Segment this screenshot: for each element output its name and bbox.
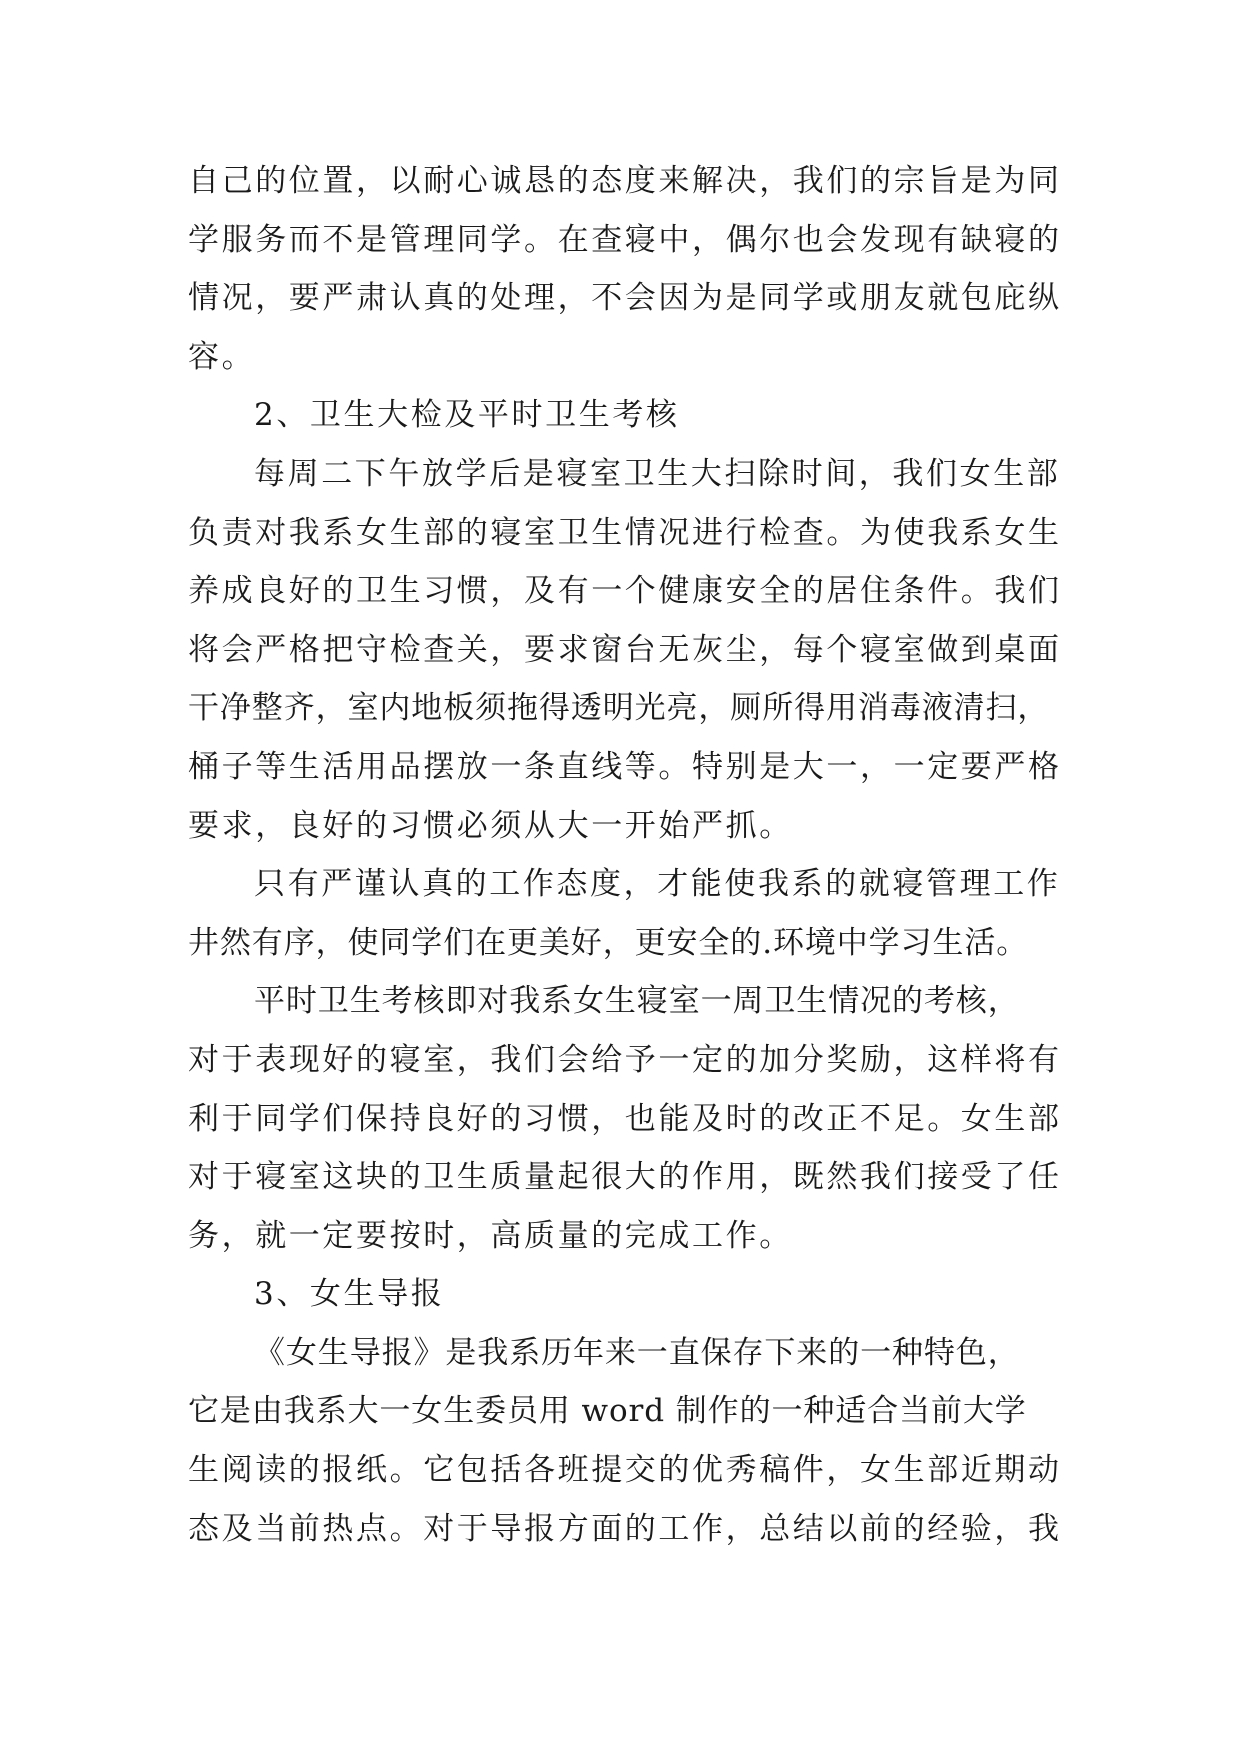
text-line: 养成良好的卫生习惯，及有一个健康安全的居住条件。我们	[188, 573, 1062, 610]
text-line: 只有严谨认真的工作态度，才能使我系的就寝管理工作	[254, 866, 1061, 903]
text-line: 生阅读的报纸。它包括各班提交的优秀稿件，女生部近期动	[188, 1452, 1062, 1489]
text-line: 自己的位置，以耐心诚恳的态度来解决，我们的宗旨是为同	[188, 163, 1062, 199]
text-line: 利于同学们保持良好的习惯，也能及时的改正不足。女生部	[188, 1100, 1062, 1137]
text-line: 干净整齐，室内地板须拖得透明光亮，厕所得用消毒液清扫，	[188, 690, 1050, 727]
text-line: 将会严格把守检查关，要求窗台无灰尘，每个寝室做到桌面	[188, 631, 1062, 668]
text-line: 务，就一定要按时，高质量的完成工作。	[188, 1217, 793, 1254]
text-line: 它是由我系大一女生委员用 word 制作的一种适合当前大学	[188, 1393, 1027, 1430]
text-line: 态及当前热点。对于导报方面的工作，总结以前的经验，我	[188, 1510, 1062, 1547]
text-line: 要求，良好的习惯必须从大一开始严抓。	[188, 807, 793, 844]
text-line: 桶子等生活用品摆放一条直线等。特别是大一，一定要严格	[188, 748, 1062, 785]
text-line: 《女生导报》是我系历年来一直保存下来的一种特色，	[254, 1334, 1020, 1371]
text-line: 情况，要严肃认真的处理，不会因为是同学或朋友就包庇纵	[188, 280, 1062, 317]
body-text	[188, 152, 1062, 1558]
text-line: 井然有序，使同学们在更美好，更安全的.环境中学习生活。	[188, 924, 1029, 961]
text-line: 每周二下午放学后是寝室卫生大扫除时间，我们女生部	[254, 455, 1061, 492]
text-line: 学服务而不是管理同学。在查寝中，偶尔也会发现有缺寝的	[188, 221, 1062, 258]
text-line: 负责对我系女生部的寝室卫生情况进行检查。为使我系女生	[188, 514, 1062, 551]
text-line: 平时卫生考核即对我系女生寝室一周卫生情况的考核，	[254, 983, 1020, 1020]
section-heading: 3、女生导报	[254, 1276, 445, 1313]
text-line: 对于寝室这块的卫生质量起很大的作用，既然我们接受了任	[188, 1159, 1062, 1196]
section-heading: 2、卫生大检及平时卫生考核	[254, 397, 680, 434]
text-line: 容。	[188, 338, 256, 375]
text-line: 对于表现好的寝室，我们会给予一定的加分奖励，这样将有	[188, 1041, 1062, 1078]
